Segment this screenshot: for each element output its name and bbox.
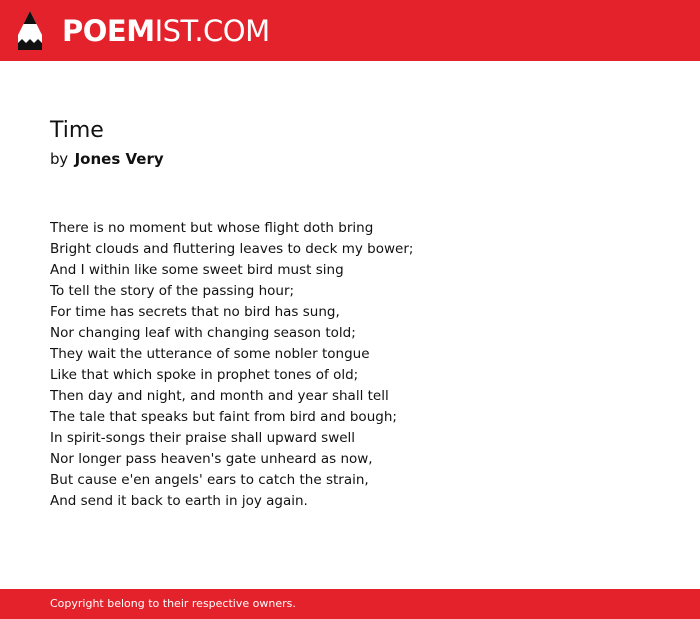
site-header	[0, 0, 700, 61]
site-footer	[0, 589, 700, 619]
poem-line: The tale that speaks but faint from bird and bough;	[50, 409, 397, 425]
poem-line: But cause e'en angels' ears to catch the strain,	[50, 472, 369, 488]
poem-author: Jones Very	[74, 150, 164, 168]
poem-line: And send it back to earth in joy again.	[50, 493, 308, 509]
poem-body	[50, 218, 413, 512]
poem-line: Like that which spoke in prophet tones of old;	[50, 367, 359, 383]
poem-line: To tell the story of the passing hour;	[50, 283, 295, 299]
poem-line: Nor longer pass heaven's gate unheard as now,	[50, 451, 373, 467]
poem-line: There is no moment but whose flight doth bring	[50, 220, 374, 236]
poem-title: Time	[50, 118, 104, 143]
pencil-icon[interactable]	[17, 10, 43, 51]
poem-byline	[50, 149, 164, 169]
poem-line: Nor changing leaf with changing season told;	[50, 325, 356, 341]
byline-prefix: by	[50, 150, 68, 168]
site-logo[interactable]	[62, 13, 270, 49]
poem-line: And I within like some sweet bird must sing	[50, 262, 344, 278]
poem-line: For time has secrets that no bird has sung,	[50, 304, 340, 320]
copyright-text: Copyright belong to their respective owners.	[50, 597, 296, 610]
poem-line: They wait the utterance of some nobler tongue	[50, 346, 370, 362]
poem-line: In spirit-songs their praise shall upward swell	[50, 430, 356, 446]
logo-text-bold: POEM	[62, 14, 155, 48]
logo-text-light: IST.COM	[154, 14, 270, 48]
poem-line: Then day and night, and month and year shall tell	[50, 388, 389, 404]
poem-line: Bright clouds and fluttering leaves to deck my bower;	[50, 241, 414, 257]
